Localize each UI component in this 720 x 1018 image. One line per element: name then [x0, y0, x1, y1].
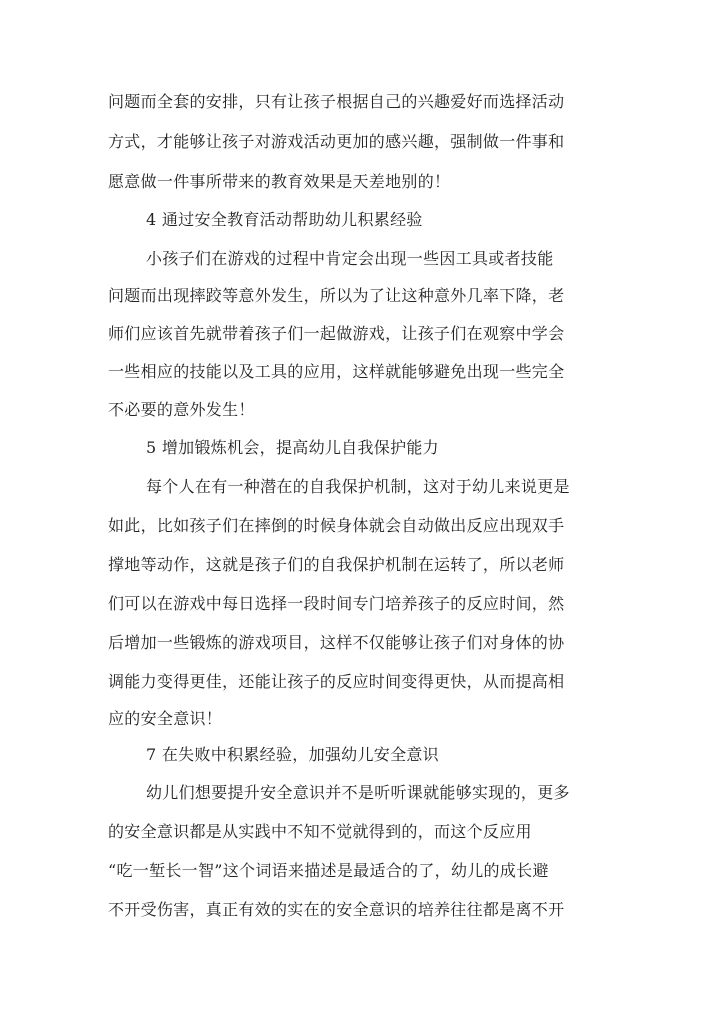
text-line: 幼儿们想要提升安全意识并不是听听课就能够实现的，更多 [146, 783, 570, 802]
text-line: 每个人在有一种潜在的自我保护机制，这对于幼儿来说更是 [146, 477, 570, 496]
text-line: 一些相应的技能以及工具的应用，这样就能够避免出现一些完全 [108, 362, 565, 381]
text-line: 问题而全套的安排，只有让孩子根据自己的兴趣爱好而选择活动 [108, 92, 565, 111]
text-line: 不必要的意外发生！ [108, 400, 255, 419]
text-line: 师们应该首先就带着孩子们一起做游戏，让孩子们在观察中学会 [108, 324, 565, 343]
text-line: 应的安全意识！ [108, 709, 223, 728]
section-heading: 7 在失败中积累经验，加强幼儿安全意识 [146, 745, 439, 764]
text-line: 方式，才能够让孩子对游戏活动更加的感兴趣，强制做一件事和 [108, 132, 565, 151]
text-line: 后增加一些锻炼的游戏项目，这样不仅能够让孩子们对身体的协 [108, 633, 565, 652]
text-line: 撑地等动作，这就是孩子们的自我保护机制在运转了，所以老师 [108, 555, 565, 574]
text-line: 不开受伤害，真正有效的实在的安全意识的培养往往都是离不开 [108, 900, 565, 919]
text-line: 们可以在游戏中每日选择一段时间专门培养孩子的反应时间，然 [108, 594, 565, 613]
text-line: 的安全意识都是从实践中不知不觉就得到的，而这个反应用 [108, 822, 532, 841]
text-line: “吃一堑长一智”这个词语来描述是最适合的了，幼儿的成长避 [108, 861, 549, 880]
text-line: 愿意做一件事所带来的教育效果是天差地别的！ [108, 172, 451, 191]
text-line: 如此，比如孩子们在摔倒的时候身体就会自动做出反应出现双手 [108, 516, 565, 535]
section-heading: 5 增加锻炼机会，提高幼儿自我保护能力 [146, 438, 439, 457]
text-line: 调能力变得更佳，还能让孩子的反应时间变得更快，从而提高相 [108, 672, 565, 691]
text-line: 小孩子们在游戏的过程中肯定会出现一些因工具或者技能 [146, 249, 554, 268]
section-heading: 4 通过安全教育活动帮助幼儿积累经验 [146, 210, 423, 229]
text-line: 问题而出现摔跤等意外发生，所以为了让这种意外几率下降，老 [108, 286, 565, 305]
